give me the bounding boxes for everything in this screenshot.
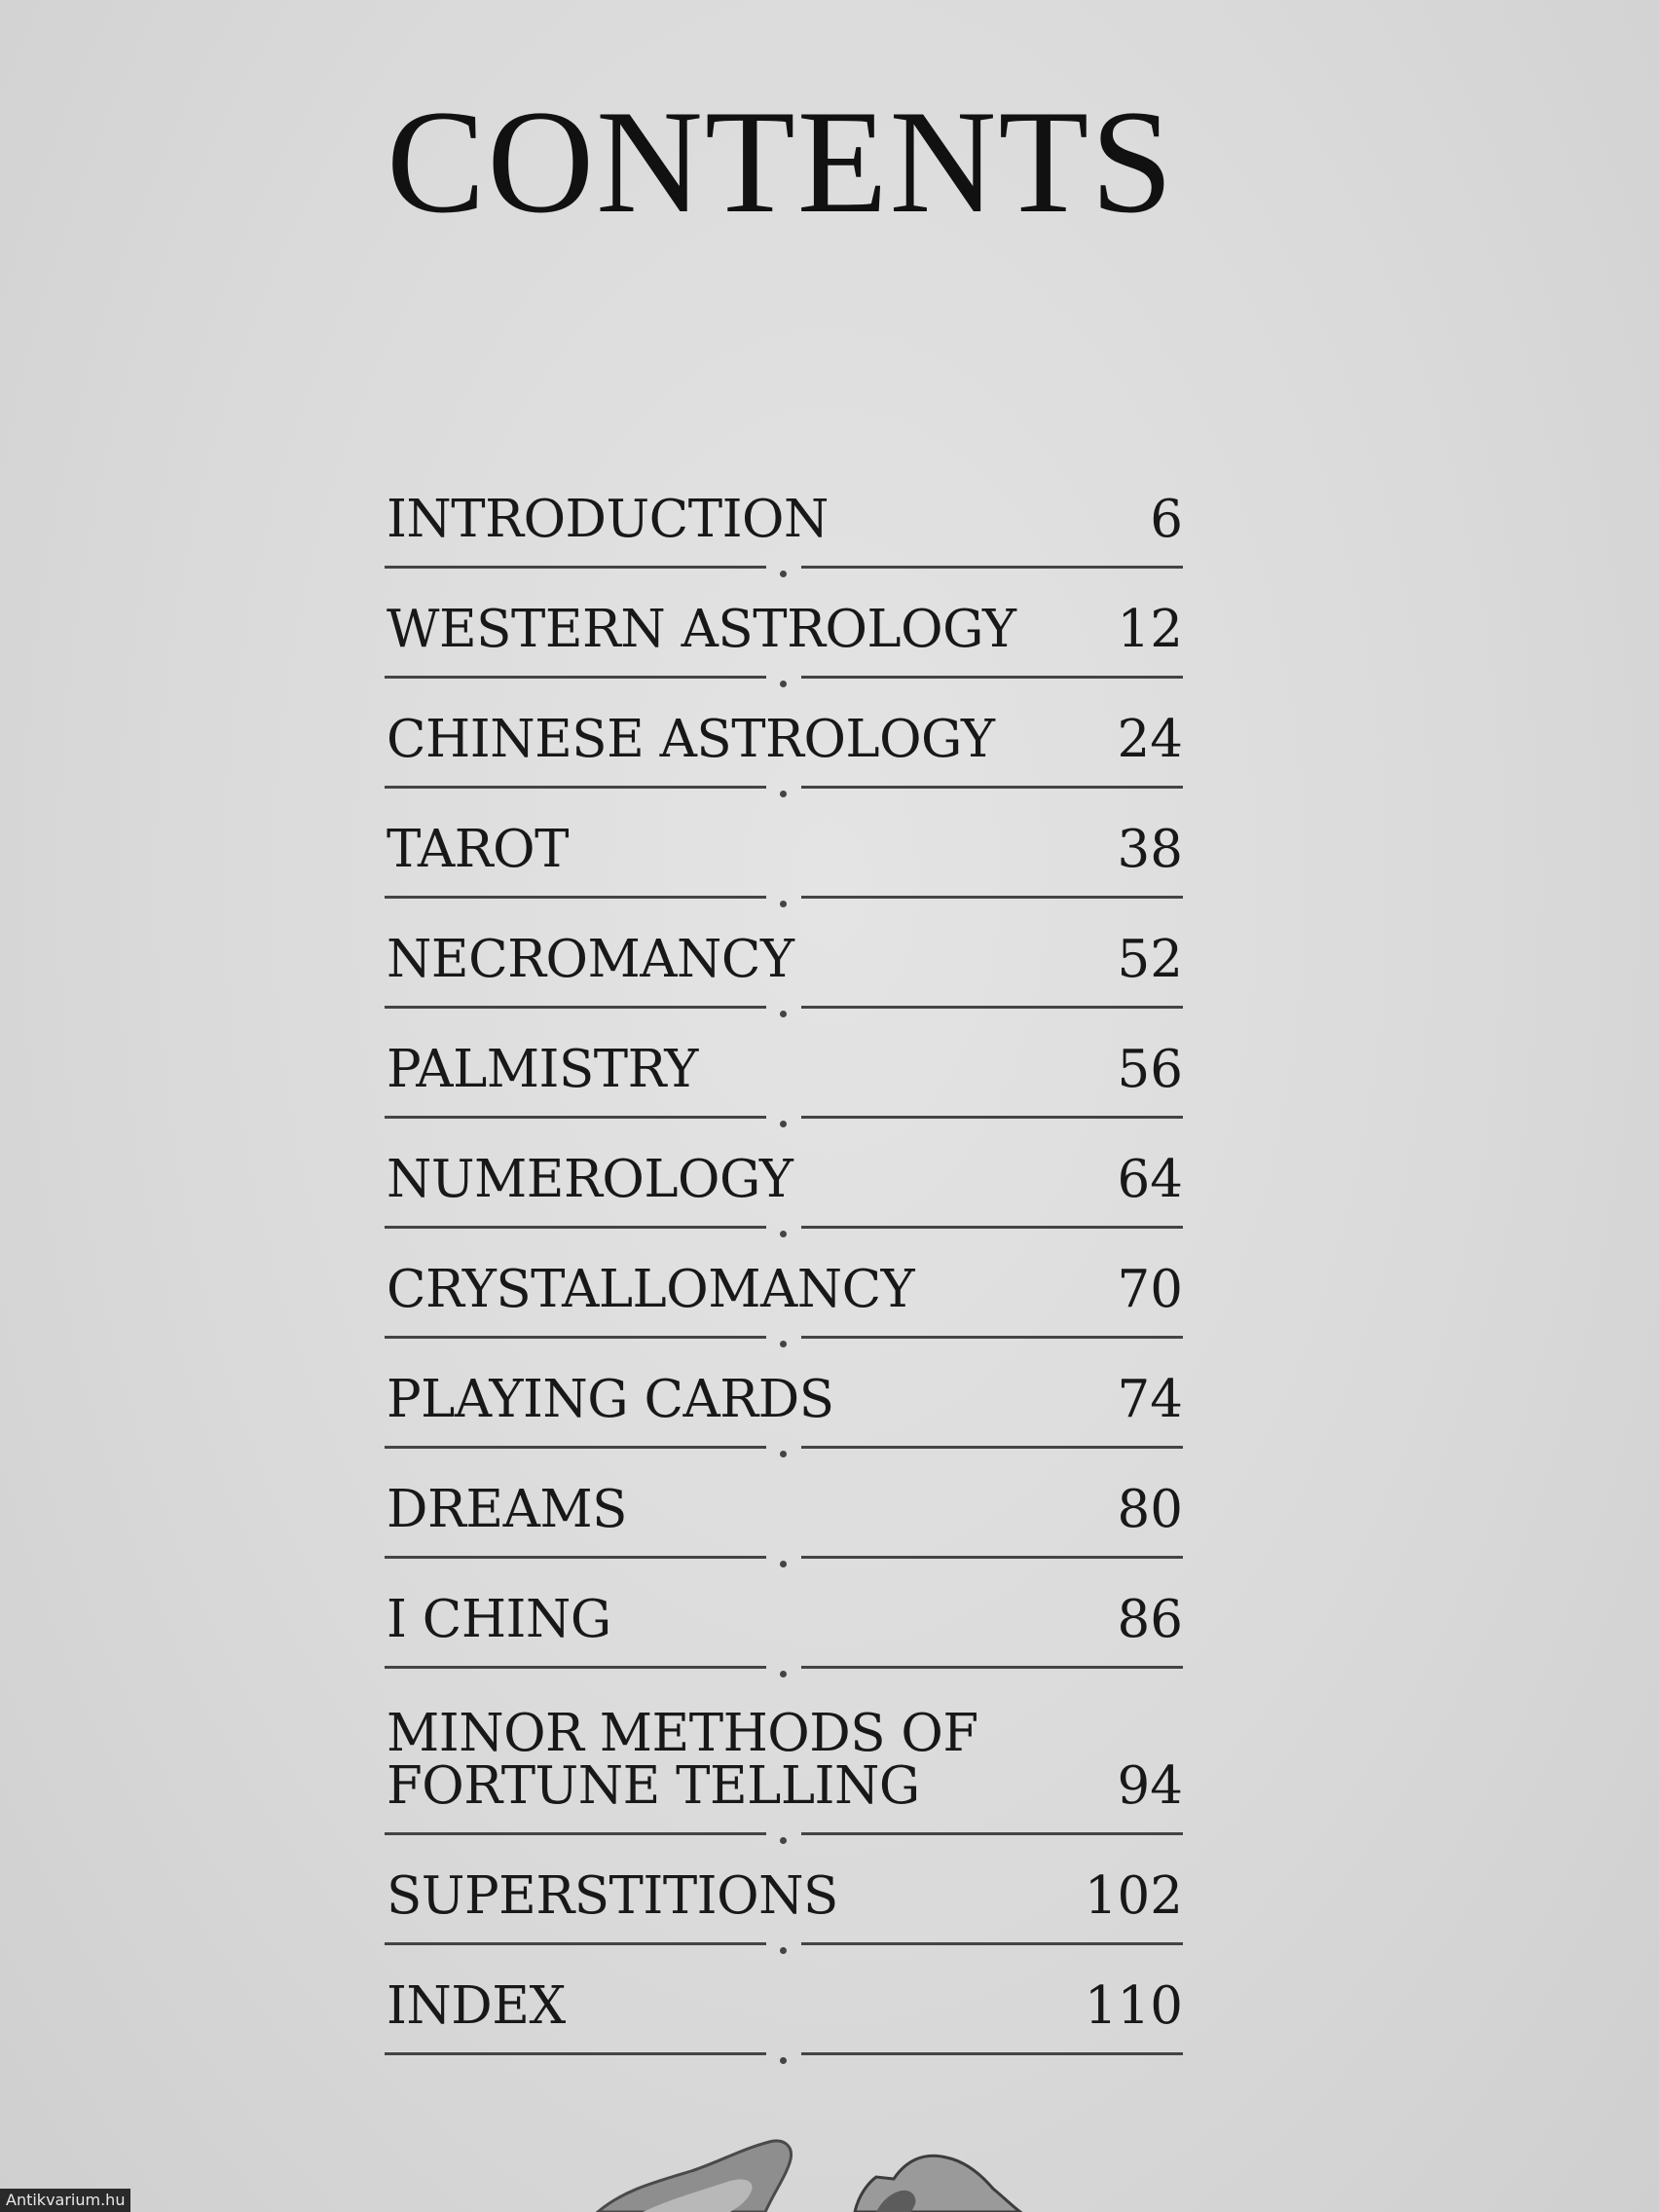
toc-entry-page: 6 <box>1150 490 1183 549</box>
toc-entry-title: INTRODUCTION <box>387 490 829 549</box>
toc-entry[interactable] <box>385 1340 1183 1450</box>
toc-entry[interactable] <box>385 1946 1183 2056</box>
toc-entry[interactable] <box>385 1120 1183 1230</box>
toc-entry-title: SUPERSTITIONS <box>387 1866 838 1926</box>
toc-entry[interactable] <box>385 900 1183 1010</box>
toc-entry-title: PLAYING CARDS <box>387 1370 834 1429</box>
toc-entry-page: 64 <box>1117 1150 1183 1209</box>
toc-entry[interactable] <box>385 460 1183 570</box>
toc-entry-page: 74 <box>1117 1370 1183 1429</box>
toc-entry-title: TAROT <box>387 820 569 879</box>
toc-entry-title: WESTERN ASTROLOGY <box>387 600 1016 659</box>
toc-entry-title: NUMEROLOGY <box>387 1150 793 1209</box>
toc-entry-page: 38 <box>1117 820 1183 879</box>
toc-entry[interactable] <box>385 790 1183 900</box>
toc-entry-page: 24 <box>1117 710 1183 769</box>
page-title: CONTENTS <box>387 80 1175 243</box>
toc-entry[interactable] <box>385 680 1183 790</box>
toc-entry-page: 70 <box>1117 1260 1183 1319</box>
toc-entry-page: 52 <box>1117 930 1183 989</box>
toc-entry[interactable] <box>385 1836 1183 1946</box>
toc-entry-title: DREAMS <box>387 1480 627 1539</box>
toc-entry-title: PALMISTRY <box>387 1040 698 1099</box>
toc-entry[interactable] <box>385 570 1183 680</box>
watermark-label: Antikvarium.hu <box>0 2189 130 2212</box>
toc-entry-title: CRYSTALLOMANCY <box>387 1260 915 1319</box>
toc-entry[interactable] <box>385 1230 1183 1340</box>
toc-entry-page: 86 <box>1117 1590 1183 1649</box>
toc-entry-page: 110 <box>1084 1976 1183 2036</box>
toc-entry[interactable] <box>385 1450 1183 1560</box>
bottom-illustration <box>584 2132 1090 2212</box>
table-of-contents <box>385 460 1183 2056</box>
toc-entry-title: INDEX <box>387 1976 566 2036</box>
toc-entry[interactable] <box>385 1670 1183 1836</box>
toc-entry-title: NECROMANCY <box>387 930 794 989</box>
toc-entry[interactable] <box>385 1560 1183 1670</box>
toc-entry-page: 56 <box>1117 1040 1183 1099</box>
toc-entry-page: 94 <box>1117 1756 1183 1816</box>
toc-entry-page: 102 <box>1084 1866 1183 1926</box>
divider-rule <box>385 2050 1183 2056</box>
toc-entry-page: 80 <box>1117 1480 1183 1539</box>
toc-entry-title: I CHING <box>387 1590 611 1649</box>
toc-entry[interactable] <box>385 1010 1183 1120</box>
toc-entry-title: CHINESE ASTROLOGY <box>387 710 995 769</box>
toc-entry-title: MINOR METHODS OF FORTUNE TELLING <box>387 1704 978 1816</box>
toc-entry-page: 12 <box>1117 600 1183 659</box>
